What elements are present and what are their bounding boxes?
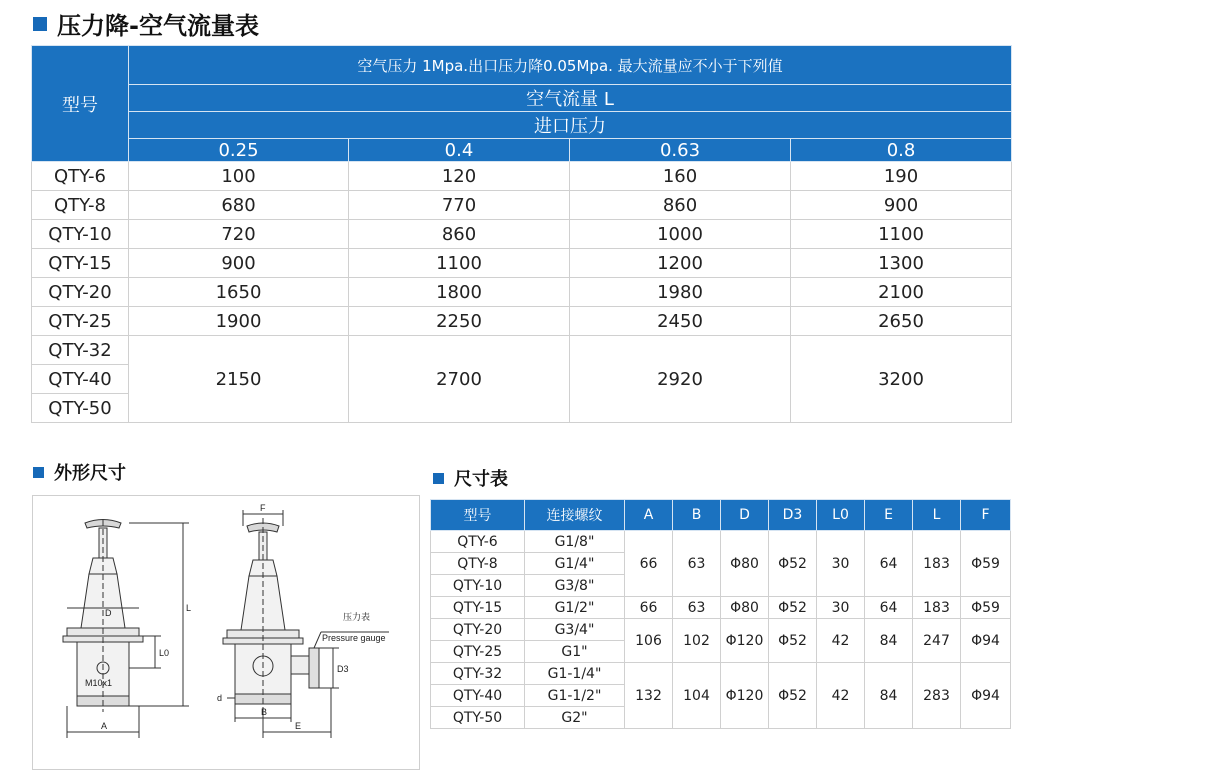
outline-section-title-text: 外形尺寸 [54, 463, 126, 484]
dim-cell: 183 [913, 597, 961, 619]
dim-cell: 283 [913, 663, 961, 729]
dim-cell: Φ52 [769, 531, 817, 597]
header-F: F [961, 500, 1011, 531]
flow-cell: 2100 [791, 278, 1012, 307]
model-cell: QTY-32 [32, 336, 129, 365]
dim-cell: Φ94 [961, 619, 1011, 663]
flow-cell: 2250 [349, 307, 570, 336]
dim-cell: Φ80 [721, 531, 769, 597]
dim-cell: 106 [625, 619, 673, 663]
model-cell: QTY-6 [431, 531, 525, 553]
flow-section-title-text: 压力降-空气流量表 [57, 12, 259, 40]
flow-table [31, 45, 1012, 423]
dimension-table [430, 499, 1011, 729]
flow-cell: 2150 [129, 336, 349, 423]
flow-cell: 900 [791, 191, 1012, 220]
dim-cell: 42 [817, 663, 865, 729]
model-cell: QTY-8 [32, 191, 129, 220]
flow-cell: 860 [349, 220, 570, 249]
label-A: A [101, 721, 108, 731]
pressure-header: 0.4 [349, 139, 570, 162]
flow-cell: 3200 [791, 336, 1012, 423]
model-cell: QTY-6 [32, 162, 129, 191]
table-row [32, 249, 1012, 278]
pressure-header: 0.8 [791, 139, 1012, 162]
label-D3: D3 [337, 664, 349, 674]
flow-cell: 900 [129, 249, 349, 278]
label-M10x1: M10x1 [85, 678, 113, 688]
dim-cell: 183 [913, 531, 961, 597]
section-bullet-icon [33, 17, 47, 31]
model-cell: QTY-15 [431, 597, 525, 619]
flow-cell: 860 [570, 191, 791, 220]
model-cell: QTY-40 [32, 365, 129, 394]
model-cell: QTY-10 [431, 575, 525, 597]
dim-cell: 247 [913, 619, 961, 663]
flow-cell: 1300 [791, 249, 1012, 278]
table-row [32, 191, 1012, 220]
dim-cell: 66 [625, 531, 673, 597]
dim-cell: 132 [625, 663, 673, 729]
model-cell: QTY-20 [32, 278, 129, 307]
label-L0: L0 [159, 648, 170, 658]
label-B: B [261, 707, 268, 717]
flow-cell: 770 [349, 191, 570, 220]
table-row [32, 278, 1012, 307]
dim-cell: 42 [817, 619, 865, 663]
flow-cell: 1100 [791, 220, 1012, 249]
table-row [32, 162, 1012, 191]
label-F: F [260, 503, 266, 513]
dim-cell: Φ120 [721, 619, 769, 663]
model-cell: QTY-15 [32, 249, 129, 278]
flow-cell: 1000 [570, 220, 791, 249]
header-model: 型号 [431, 500, 525, 531]
header-L: L [913, 500, 961, 531]
dim-cell: 102 [673, 619, 721, 663]
flow-cell: 120 [349, 162, 570, 191]
dim-cell: Φ94 [961, 663, 1011, 729]
flow-section-title [33, 6, 259, 41]
dim-cell: Φ52 [769, 597, 817, 619]
dim-cell: 30 [817, 597, 865, 619]
dim-cell: 63 [673, 597, 721, 619]
dim-cell: 64 [865, 531, 913, 597]
flow-note-header: 空气压力 1Mpa.出口压力降0.05Mpa. 最大流量应不小于下列值 [129, 46, 1012, 85]
model-cell: QTY-20 [431, 619, 525, 641]
header-B: B [673, 500, 721, 531]
flow-cell: 2650 [791, 307, 1012, 336]
header-D: D [721, 500, 769, 531]
dim-cell: Φ52 [769, 663, 817, 729]
flow-cell: 2450 [570, 307, 791, 336]
dimension-section-title [433, 465, 508, 491]
table-row [431, 619, 1011, 641]
table-row [431, 597, 1011, 619]
thread-cell: G1/4" [525, 553, 625, 575]
header-E: E [865, 500, 913, 531]
flow-cell: 190 [791, 162, 1012, 191]
dim-cell: Φ52 [769, 619, 817, 663]
model-header: 型号 [32, 46, 129, 162]
dim-cell: 30 [817, 531, 865, 597]
label-D: D [105, 608, 112, 618]
regulator-drawing [33, 496, 419, 769]
thread-cell: G3/4" [525, 619, 625, 641]
label-gauge-cn: 压力表 [343, 612, 371, 622]
flow-cell: 160 [570, 162, 791, 191]
flow-cell: 1900 [129, 307, 349, 336]
inlet-pressure-header: 进口压力 [129, 112, 1012, 139]
table-row [431, 663, 1011, 685]
pressure-header: 0.25 [129, 139, 349, 162]
dim-cell: 63 [673, 531, 721, 597]
header-D3: D3 [769, 500, 817, 531]
flow-cell: 1980 [570, 278, 791, 307]
model-cell: QTY-25 [431, 641, 525, 663]
label-d: d [217, 693, 223, 703]
thread-cell: G1-1/4" [525, 663, 625, 685]
dim-cell: 64 [865, 597, 913, 619]
model-cell: QTY-32 [431, 663, 525, 685]
section-bullet-icon [433, 473, 444, 484]
flow-cell: 1800 [349, 278, 570, 307]
table-row [32, 307, 1012, 336]
outline-section-title [33, 459, 126, 485]
label-gauge-en: Pressure gauge [322, 633, 386, 643]
thread-cell: G1/8" [525, 531, 625, 553]
thread-cell: G1-1/2" [525, 685, 625, 707]
thread-cell: G2" [525, 707, 625, 729]
flow-cell: 100 [129, 162, 349, 191]
model-cell: QTY-50 [431, 707, 525, 729]
table-row [32, 336, 1012, 365]
dim-cell: 84 [865, 663, 913, 729]
header-thread: 连接螺纹 [525, 500, 625, 531]
dim-cell: 66 [625, 597, 673, 619]
label-L: L [186, 603, 192, 613]
table-row [431, 531, 1011, 553]
label-E: E [295, 721, 302, 731]
header-A: A [625, 500, 673, 531]
thread-cell: G1/2" [525, 597, 625, 619]
dimension-section-title-text: 尺寸表 [454, 469, 508, 490]
dim-cell: 104 [673, 663, 721, 729]
dim-cell: Φ80 [721, 597, 769, 619]
dim-cell: Φ59 [961, 531, 1011, 597]
model-cell: QTY-50 [32, 394, 129, 423]
flow-cell: 2700 [349, 336, 570, 423]
flow-cell: 2920 [570, 336, 791, 423]
flow-cell: 680 [129, 191, 349, 220]
flow-cell: 1650 [129, 278, 349, 307]
model-cell: QTY-8 [431, 553, 525, 575]
flow-cell: 720 [129, 220, 349, 249]
dim-cell: Φ120 [721, 663, 769, 729]
dim-cell: 84 [865, 619, 913, 663]
model-cell: QTY-10 [32, 220, 129, 249]
model-cell: QTY-25 [32, 307, 129, 336]
flow-cell: 1100 [349, 249, 570, 278]
dim-cell: Φ59 [961, 597, 1011, 619]
outline-drawing [32, 495, 420, 770]
table-row [32, 220, 1012, 249]
header-L0: L0 [817, 500, 865, 531]
flow-cell: 1200 [570, 249, 791, 278]
thread-cell: G1" [525, 641, 625, 663]
air-flow-header: 空气流量 L [129, 85, 1012, 112]
model-cell: QTY-40 [431, 685, 525, 707]
pressure-header: 0.63 [570, 139, 791, 162]
thread-cell: G3/8" [525, 575, 625, 597]
section-bullet-icon [33, 467, 44, 478]
